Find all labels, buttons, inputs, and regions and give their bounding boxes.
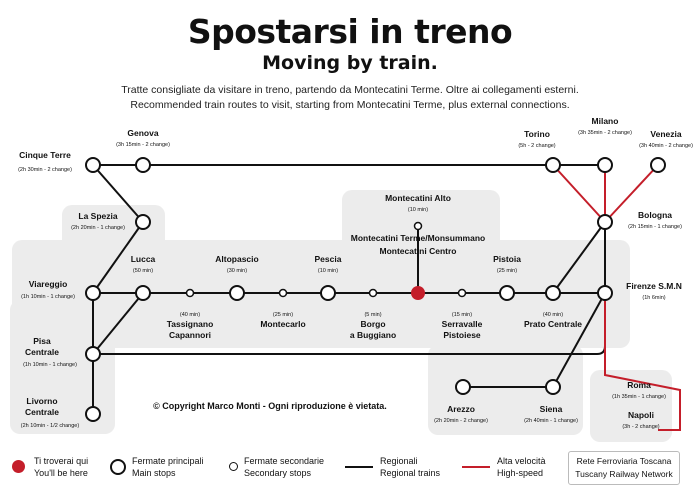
travel-time-genova: (3h 15min - 2 change) <box>116 142 170 148</box>
travel-time-venezia: (3h 40min - 2 change) <box>639 143 693 149</box>
secondary-stop-legend-icon <box>229 462 238 471</box>
legend-main-en: Main stops <box>132 468 176 478</box>
station-name-pistoia: Pistoia <box>493 254 521 264</box>
secondary-stop-tassignano <box>187 290 194 297</box>
travel-time-arezzo: (2h 20min - 2 change) <box>434 418 488 424</box>
main-stop-arezzo <box>456 380 470 394</box>
legend-regional-en: Regional trains <box>380 468 441 478</box>
station-name-serravalle-pistoiese: Serravalle <box>441 319 483 329</box>
station-name-borgo-a-buggiano: a Buggiano <box>349 330 397 340</box>
legend-secondary-it: Fermate secondarie <box>244 456 325 466</box>
legend-main-stops <box>132 455 204 479</box>
station-name-tassignano: Tassignano <box>166 319 214 329</box>
main-stop-genova <box>136 158 150 172</box>
station-name-serravalle-pistoiese: Pistoiese <box>443 330 481 340</box>
current-location-marker <box>411 286 425 300</box>
station-name-borgo-a-buggiano: Borgo <box>360 319 386 329</box>
station-name-viareggio: Viareggio <box>28 279 68 289</box>
travel-time-roma: (1h 35min - 1 change) <box>612 394 666 400</box>
station-name-la-spezia: La Spezia <box>78 211 118 221</box>
station-name-cinque-terre: Cinque Terre <box>19 150 71 160</box>
station-name-venezia: Venezia <box>650 129 682 139</box>
travel-time-livorno-centrale: (2h 10min - 1/2 change) <box>20 423 80 429</box>
station-name-tassignano: Capannori <box>168 330 212 340</box>
copyright-text: © Copyright Marco Monti - Ogni riproduzione è vietata. <box>153 401 387 411</box>
main-stop-bologna <box>598 215 612 229</box>
legend-highspeed-it: Alta velocità <box>497 456 546 466</box>
legend-current-en: You'll be here <box>34 468 88 478</box>
page-title: Spostarsi in treno <box>187 12 513 51</box>
legend-secondary-stops <box>244 455 324 479</box>
station-name-pisa-centrale: Centrale <box>24 347 60 357</box>
travel-time-siena: (2h 40min - 1 change) <box>524 418 578 424</box>
station-name-firenze-smn: Firenze S.M.N <box>626 281 682 291</box>
main-stop-livorno-centrale <box>86 407 100 421</box>
secondary-stop-montecarlo <box>280 290 287 297</box>
main-stop-milano <box>598 158 612 172</box>
travel-time-serravalle-pistoiese: (15 min) <box>451 312 473 318</box>
travel-time-montecarlo: (25 min) <box>272 312 294 318</box>
legend-current-it: Ti troverai qui <box>34 456 89 466</box>
travel-time-prato-centrale: (40 min) <box>542 312 564 318</box>
travel-time-bologna: (2h 15min - 1 change) <box>628 224 682 230</box>
secondary-stop-serravalle-pistoiese <box>459 290 466 297</box>
network-label-it: Rete Ferroviaria Toscana <box>576 456 672 466</box>
secondary-stop-borgo-a-buggiano <box>370 290 377 297</box>
station-name-lucca: Lucca <box>130 254 156 264</box>
main-stop-altopascio <box>230 286 244 300</box>
station-name-arezzo: Arezzo <box>447 404 475 414</box>
main-stop-viareggio <box>86 286 100 300</box>
intro-english: Recommended train routes to visit, starting from Montecatini Terme, plus external connections. <box>130 99 570 111</box>
main-stop-legend-icon <box>110 459 126 475</box>
station-name-milano: Milano <box>591 116 619 126</box>
travel-time-montecatini-alto: (10 min) <box>407 207 429 213</box>
main-stop-pescia <box>321 286 335 300</box>
station-name-roma: Roma <box>627 380 651 390</box>
station-name-livorno-centrale: Centrale <box>24 407 60 417</box>
travel-time-cinque-terre: (2h 30min - 2 change) <box>18 167 72 173</box>
travel-time-napoli: (3h - 2 change) <box>622 424 660 430</box>
legend-highspeed <box>497 455 546 479</box>
current-location-legend-icon <box>12 460 25 473</box>
station-name-montecatini-alto: Montecatini Alto <box>385 193 451 203</box>
station-name-prato-centrale: Prato Centrale <box>523 319 583 329</box>
main-stop-la-spezia <box>136 215 150 229</box>
station-name-torino: Torino <box>524 129 550 139</box>
station-name-montecatini-terme: Montecatini Centro <box>379 246 457 256</box>
travel-time-firenze-smn: (1h 6min) <box>642 295 666 301</box>
travel-time-torino: (5h - 2 change) <box>518 143 556 149</box>
travel-time-pisa-centrale: (1h 10min - 1 change) <box>23 362 77 368</box>
travel-time-altopascio: (30 min) <box>226 268 248 274</box>
station-name-genova: Genova <box>127 128 159 138</box>
travel-time-pistoia: (25 min) <box>496 268 518 274</box>
travel-time-viareggio: (1h 10min - 1 change) <box>21 294 75 300</box>
station-name-napoli: Napoli <box>628 410 654 420</box>
legend-main-it: Fermate principali <box>132 456 204 466</box>
network-label-en: Tuscany Railway Network <box>575 469 673 479</box>
highspeed-line-legend-icon <box>462 466 490 468</box>
travel-time-pescia: (10 min) <box>317 268 339 274</box>
travel-time-lucca: (50 min) <box>132 268 154 274</box>
station-name-montecarlo: Montecarlo <box>260 319 306 329</box>
main-stop-lucca <box>136 286 150 300</box>
page-subtitle: Moving by train. <box>262 52 438 74</box>
main-stop-siena <box>546 380 560 394</box>
station-name-montecatini-terme: Montecatini Terme/Monsummano <box>350 233 486 243</box>
travel-time-milano: (3h 35min - 2 change) <box>578 130 632 136</box>
station-name-siena: Siena <box>539 404 563 414</box>
secondary-stop-montecatini-alto <box>415 223 422 230</box>
travel-time-tassignano: (40 min) <box>179 312 201 318</box>
intro-italian: Tratte consigliate da visitare in treno, partendo da Montecatini Terme. Oltre ai collegamenti esterni. <box>121 84 579 96</box>
main-stop-cinque-terre <box>86 158 100 172</box>
legend-highspeed-en: High-speed <box>497 468 544 478</box>
station-name-pisa-centrale: Pisa <box>33 336 51 346</box>
travel-time-la-spezia: (2h 20min - 1 change) <box>71 225 125 231</box>
station-name-livorno-centrale: Livorno <box>26 396 58 406</box>
station-name-pescia: Pescia <box>314 254 342 264</box>
legend-regional <box>380 455 440 479</box>
main-stop-pisa-centrale <box>86 347 100 361</box>
regional-line-legend-icon <box>345 466 373 468</box>
network-label-box <box>568 451 680 485</box>
legend-regional-it: Regionali <box>380 456 418 466</box>
main-stop-pistoia <box>500 286 514 300</box>
main-stop-torino <box>546 158 560 172</box>
main-stop-prato-centrale <box>546 286 560 300</box>
station-name-altopascio: Altopascio <box>215 254 259 264</box>
station-name-bologna: Bologna <box>638 210 672 220</box>
legend-secondary-en: Secondary stops <box>244 468 312 478</box>
main-stop-firenze-smn <box>598 286 612 300</box>
legend-current <box>34 455 88 479</box>
main-stop-venezia <box>651 158 665 172</box>
travel-time-borgo-a-buggiano: (5 min) <box>364 312 382 318</box>
